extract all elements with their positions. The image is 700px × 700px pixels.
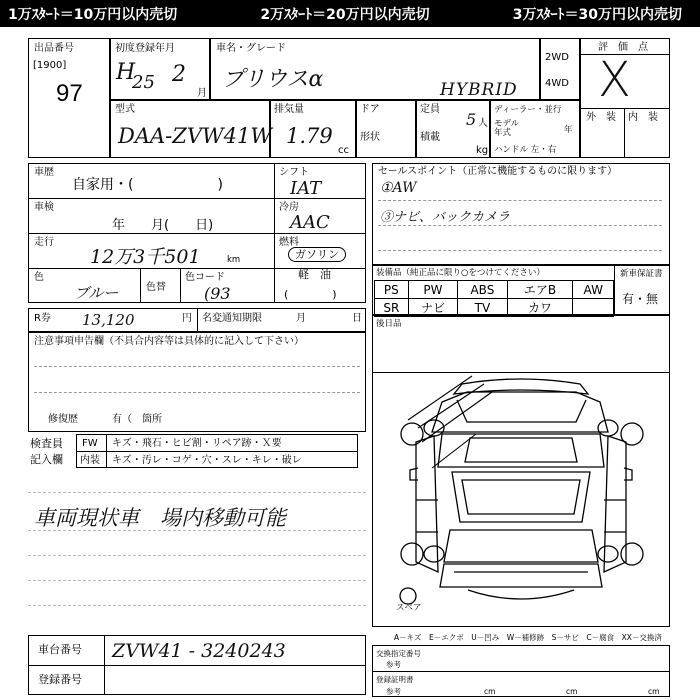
capacity-unit: 人 bbox=[478, 118, 488, 129]
fuel-paren: ( ) bbox=[284, 288, 337, 301]
cm-unit-1: cm bbox=[484, 687, 496, 696]
year-value: 25 bbox=[132, 72, 155, 93]
interior-items: キズ・汚レ・コゲ・穴・スレ・キレ・破レ bbox=[112, 455, 302, 466]
color-code-value: (93 bbox=[204, 284, 231, 303]
sales-point-2: ③ナビ、バックカメラ bbox=[380, 210, 510, 225]
ac-label: 冷房 bbox=[279, 202, 299, 213]
equip-leather: カワ bbox=[507, 299, 573, 317]
displacement-label: 排気量 bbox=[274, 104, 304, 115]
interior-label: 内 装 bbox=[628, 112, 658, 123]
fw-label: FW bbox=[82, 438, 98, 449]
capacity-label: 定員 bbox=[420, 104, 440, 115]
car-damage-diagram bbox=[372, 372, 670, 622]
inspector-label-1: 検査員 bbox=[30, 437, 63, 450]
warranty-label: 新車保証書 bbox=[620, 269, 663, 279]
equip-tv: TV bbox=[458, 299, 507, 317]
cm-unit-2: cm bbox=[566, 687, 578, 696]
chassis-label: 車台番号 bbox=[38, 643, 82, 656]
month-unit: 月 bbox=[197, 88, 207, 99]
equip-ps: PS bbox=[375, 281, 409, 299]
equip-sr: SR bbox=[375, 299, 409, 317]
spare-label: スペア bbox=[396, 603, 422, 613]
cert-label: 登録証明書 bbox=[376, 675, 414, 684]
fuel-gasoline-circled: ガソリン bbox=[288, 247, 346, 262]
repair-label: 修復歴 bbox=[48, 414, 78, 425]
score-value: X bbox=[598, 52, 631, 108]
mileage-value: 12万3千501 bbox=[90, 246, 201, 268]
load-unit: kg bbox=[476, 145, 489, 156]
handle-label: ハンドル 左・右 bbox=[494, 145, 557, 155]
drive-box bbox=[540, 38, 580, 100]
shape-label: 形状 bbox=[360, 132, 380, 143]
drive-4wd: 4WD bbox=[545, 78, 569, 89]
price-rule-banner bbox=[0, 0, 700, 27]
color-code-label: 色コード bbox=[185, 272, 225, 283]
equipment-table bbox=[374, 280, 614, 317]
notice-label: 名変通知期限 bbox=[202, 313, 262, 324]
shift-label: シフト bbox=[279, 167, 309, 178]
fuel-label: 燃料 bbox=[279, 237, 299, 248]
banner-rule-3: 3万ｽﾀｰﾄ＝30万円以内売切 bbox=[512, 6, 682, 23]
load-label: 積載 bbox=[420, 132, 440, 143]
notice-day: 日 bbox=[352, 313, 362, 324]
color-change-label: 色替 bbox=[146, 282, 166, 293]
equip-aw: AW bbox=[573, 281, 614, 299]
inspector-label-2: 記入欄 bbox=[30, 453, 63, 466]
sales-points-label: セールスポイント（正常に機能するものに限ります） bbox=[378, 166, 618, 177]
model-name: プリウスα bbox=[222, 67, 324, 92]
color-label: 色 bbox=[34, 272, 44, 283]
inspection-value: 年 月( 日) bbox=[112, 218, 214, 233]
registration-label: 登録番号 bbox=[38, 673, 82, 686]
color-value: ブルー bbox=[74, 284, 119, 302]
damage-legend: A－キズ E－エクボ U－凹み W－補修跡 S－サビ C－腐食 XX－交換済 bbox=[394, 633, 662, 642]
ac-value: AAC bbox=[290, 212, 330, 233]
equip-abs: ABS bbox=[458, 281, 507, 299]
sales-point-1: ①AW bbox=[380, 180, 417, 196]
repair-value: 有（ 箇所 bbox=[112, 414, 162, 425]
ref-label-1: 参考 bbox=[386, 660, 401, 669]
interior-check-label: 内装 bbox=[80, 455, 100, 466]
remarks-box bbox=[28, 332, 366, 432]
equip-navi: ナビ bbox=[408, 299, 458, 317]
exterior-label: 外 装 bbox=[586, 112, 616, 123]
lot-number: 97 bbox=[56, 80, 83, 107]
notice-month: 月 bbox=[296, 313, 306, 324]
shift-value: IAT bbox=[290, 178, 322, 199]
year-unit: 年 bbox=[564, 125, 573, 135]
lot-code: [1900] bbox=[33, 60, 67, 71]
remarks-label: 注意事項申告欄（不具合内容等は具体的に記入して下さい） bbox=[34, 336, 304, 347]
equip-airbag: エアB bbox=[507, 281, 573, 299]
fw-items: キズ・飛石・ヒビ割・リペア跡・Ｘ要 bbox=[112, 438, 282, 449]
type-value: DAA-ZVW41W bbox=[118, 124, 272, 148]
recycle-label: R券 bbox=[34, 313, 51, 324]
km-unit: km bbox=[227, 255, 241, 265]
history-label: 車歴 bbox=[34, 167, 54, 178]
ref-label-2: 参考 bbox=[386, 687, 401, 696]
fuel-diesel: 軽 油 bbox=[298, 268, 331, 281]
grade-value: HYBRID bbox=[440, 80, 518, 100]
recycle-unit: 円 bbox=[182, 313, 192, 324]
drive-2wd: 2WD bbox=[545, 52, 569, 63]
equip-pw: PW bbox=[408, 281, 458, 299]
chassis-value: ZVW41 - 3240243 bbox=[112, 640, 286, 662]
history-value: 自家用・( ) bbox=[72, 177, 223, 193]
model-grade-label: 車名・グレード bbox=[216, 43, 286, 54]
month-value: 2 bbox=[172, 62, 186, 87]
inspection-label: 車検 bbox=[34, 202, 54, 213]
equipment-label: 装備品（純正品に限り○をつけてください） bbox=[376, 268, 545, 278]
cm-unit-3: cm bbox=[648, 687, 660, 696]
model-year-label: モデル 年式 bbox=[494, 119, 520, 138]
banner-rule-1: 1万ｽﾀｰﾄ＝10万円以内売切 bbox=[8, 6, 178, 23]
lot-label: 出品番号 bbox=[34, 43, 74, 54]
door-label: ドア bbox=[360, 104, 380, 115]
score-label: 評 価 点 bbox=[598, 42, 648, 53]
fix-label: 交換指定番号 bbox=[376, 649, 421, 658]
displacement-value: 1.79 bbox=[286, 124, 333, 148]
inspector-note: 車両現状車 場内移動可能 bbox=[34, 506, 286, 530]
displacement-unit: cc bbox=[338, 145, 349, 156]
warranty-value: 有・無 bbox=[622, 292, 659, 306]
recycle-value: 13,120 bbox=[82, 311, 135, 329]
dealer-label: ディーラー・並行 bbox=[494, 105, 562, 115]
aftermarket-label: 後日品 bbox=[376, 319, 402, 329]
era-value: H bbox=[116, 60, 136, 85]
mileage-label: 走行 bbox=[34, 237, 54, 248]
first-reg-label: 初度登録年月 bbox=[115, 43, 175, 54]
capacity-value: 5 bbox=[466, 110, 477, 129]
type-label: 型式 bbox=[115, 104, 135, 115]
banner-rule-2: 2万ｽﾀｰﾄ＝20万円以内売切 bbox=[260, 6, 430, 23]
